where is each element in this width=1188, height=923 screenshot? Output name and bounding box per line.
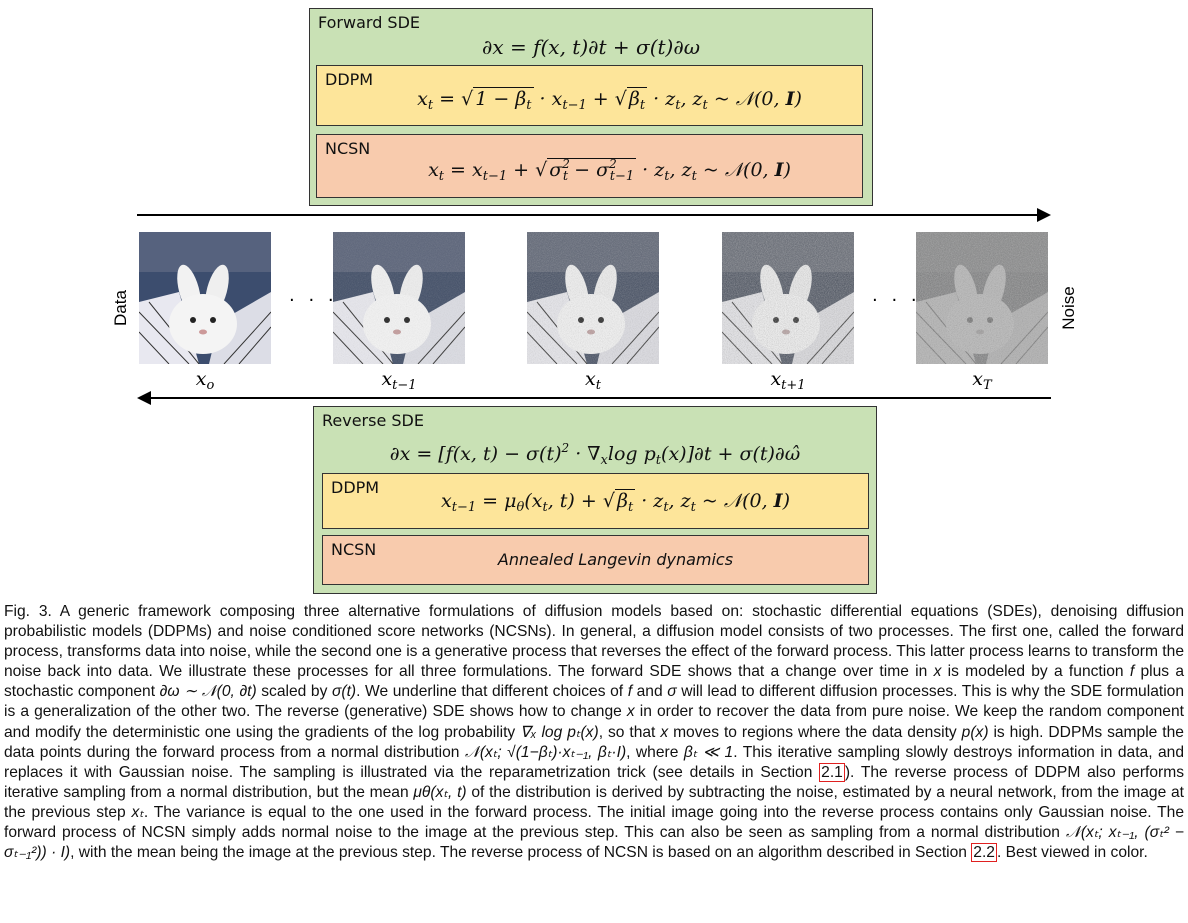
caption-math: f: [1129, 663, 1135, 681]
caption-text: . Best viewed in color.: [996, 844, 1148, 862]
diffusion-image-0: [139, 232, 271, 364]
caption-math: xₜ: [131, 803, 144, 821]
caption-math: 𝒩(xₜ; √(1−βₜ)·xₜ₋₁, βₜ·I): [464, 743, 627, 761]
label-xt: $x_t$: [585, 368, 601, 393]
caption-text: is modeled by a function: [941, 663, 1130, 681]
caption-text: Fig. 3. A generic framework composing three alternative formulations of diffusion models based on: stochastic differential equations (SDEs), denoising diffusion probabilistic models (DDPMs) and noise conditioned score networks (NCSNs). In general, a diffusion model consists of two processes. The first one, called the forward process, transforms data into noise, while the second one is a generative process that reverses the effect of the forward process. This latter process learns to transform the noise back into data. We illustrate these processes for all three formulations. The forward SDE shows that a change over time in: [4, 603, 1184, 681]
label-x0: $x_o$: [195, 368, 215, 393]
caption-math: x: [660, 723, 669, 741]
caption-math: x: [626, 703, 635, 721]
forward-sde-label: Forward SDE: [318, 13, 421, 32]
reverse-ncsn-text: Annealed Langevin dynamics: [497, 550, 734, 569]
caption-text: , so that: [598, 723, 661, 741]
reverse-ddpm-box: [322, 473, 869, 529]
caption-math: σ(t): [331, 683, 357, 701]
caption-math: βₜ ≪ 1: [683, 743, 734, 761]
reverse-arrow-head: [137, 391, 151, 405]
label-xt-plus-1: $x_{t+1}$: [770, 368, 806, 393]
diffusion-image-1: [333, 232, 465, 364]
caption-text: . This iterative sampling slowly destroys information in data, and replaces it with Gaussian noise. The sampling is illustrated via the reparametrization trick (see details in Section: [4, 743, 1184, 781]
ellipsis-right: · · ·: [872, 290, 921, 311]
caption-math: x: [933, 663, 942, 681]
label-xt-minus-1: $x_{t-1}$: [381, 368, 417, 393]
forward-ncsn-box: [316, 134, 863, 198]
reverse-sde-label: Reverse SDE: [322, 411, 424, 430]
caption-text: in order to recover the data from pure noise. We keep the random component and modify the deterministic one using the gradients of the log probability: [4, 703, 1184, 741]
forward-ncsn-equation: $x_t = x_{t-1}$ + √ $\sigma^2_t - \sigma^2_{t-1} \cdot z_t$, $z_t$ ~ 𝒩(0, I): [428, 157, 791, 184]
forward-ddpm-equation: $x_t$ = √ $1 - \beta_t \cdot x_{t-1}$ + √ $\beta_t \cdot z_t$, $z_t$ ~ 𝒩(0, I): [417, 88, 802, 113]
caption-text: plus a stochastic component: [4, 663, 1184, 701]
forward-ddpm-box: [316, 65, 863, 126]
reverse-ddpm-equation: $x_{t-1} = \mu_\theta(x_t$, t) + √ $\beta_t \cdot z_t$, $z_t$ ~ 𝒩(0, I): [441, 490, 790, 515]
label-xT: $x_T$: [972, 368, 992, 393]
forward-ddpm-label: DDPM: [325, 70, 374, 89]
caption-text: of the distribution is derived by subtracting the noise, estimated by a neural network, from the image at the previous step: [4, 783, 1184, 821]
caption-math: ∇ₓ log pₜ(x): [520, 723, 599, 741]
forward-arrow-head: [1037, 208, 1051, 222]
section-ref-link[interactable]: 2.1: [821, 763, 843, 781]
caption-text: , with the mean being the image at the previous step. The reverse process of NCSN is based on an algorithm described in Section: [70, 844, 972, 862]
caption-text: , where: [626, 743, 684, 761]
caption-text: is high. DDPMs sample the data points during the forward process from a normal distribution: [4, 723, 1184, 761]
diffusion-image-3: [722, 232, 854, 364]
data-label: Data: [111, 290, 130, 326]
noise-label: Noise: [1059, 286, 1078, 330]
caption-text: scaled by: [256, 683, 332, 701]
caption-math: 𝒩(xₜ; xₜ₋₁, (σₜ² − σₜ₋₁²)) · I): [4, 824, 1184, 862]
reverse-ddpm-label: DDPM: [331, 478, 380, 497]
reverse-ncsn-box: [322, 535, 869, 585]
forward-arrow: [137, 214, 1039, 216]
diffusion-image-4: [916, 232, 1048, 364]
section-ref-link[interactable]: 2.2: [973, 844, 995, 862]
caption-math: p(x): [961, 723, 989, 741]
reverse-sde-box: [313, 406, 877, 594]
caption-text: . We underline that different choices of: [356, 683, 628, 701]
caption-math: μθ(xₜ, t): [413, 783, 467, 801]
diffusion-image-2: [527, 232, 659, 364]
caption-text: . The variance is equal to the one used in the forward process. The initial image going into the reverse process contains only Gaussian noise. The forward process of NCSN simply adds normal noise to the image at the previous step. This can also be seen as sampling from a normal distribution: [4, 803, 1184, 842]
reverse-arrow: [150, 397, 1051, 399]
ellipsis-left: · · ·: [289, 290, 338, 311]
reverse-sde-equation: ∂x = [f(x, $t) - \sigma(t)^2 \cdot \nabla_x\log$ $p_t(x)]\partial t$ + σ(t)∂ω̂: [389, 441, 801, 468]
caption-text: moves to regions where the data density: [668, 723, 962, 741]
caption-math: σ: [667, 683, 677, 701]
figure-caption: [4, 602, 1184, 863]
forward-sde-box: [309, 8, 873, 206]
caption-text: ). The reverse process of DDPM also performs iterative sampling from a normal distribution, but the mean: [4, 763, 1184, 801]
caption-text: and: [632, 683, 668, 701]
caption-math: ∂ω ∼ 𝒩(0, ∂t): [159, 683, 257, 701]
forward-sde-equation: ∂x = f(x, t)∂t + σ(t)∂ω: [481, 35, 701, 59]
reverse-ncsn-label: NCSN: [331, 540, 377, 559]
caption-math: f: [627, 683, 633, 701]
caption-text: will lead to different diffusion processes. This is why the SDE formulation is a generalization of the other two. The reverse (generative) SDE shows how to change: [4, 683, 1185, 721]
forward-ncsn-label: NCSN: [325, 139, 371, 158]
